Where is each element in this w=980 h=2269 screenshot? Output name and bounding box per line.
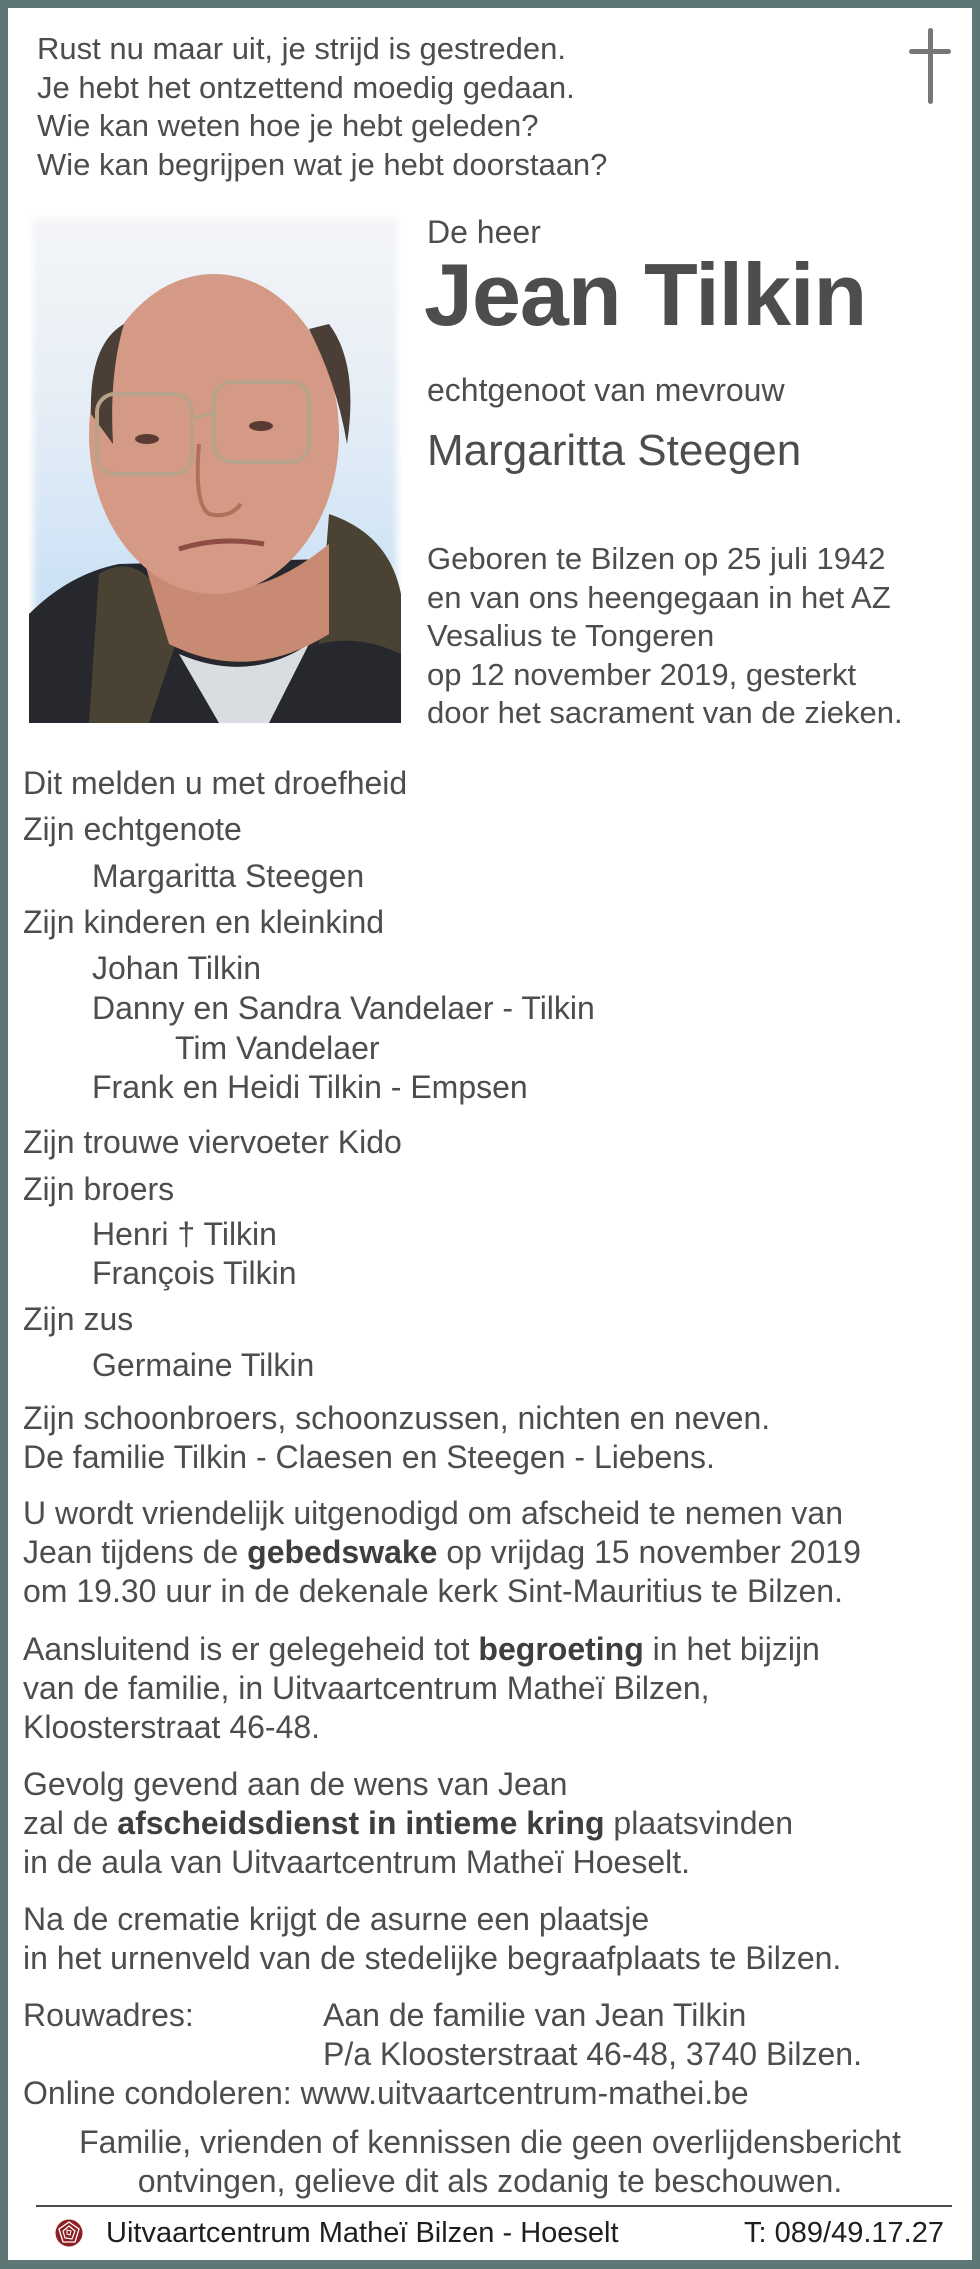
poem-line: Rust nu maar uit, je strijd is gestreden.: [37, 31, 566, 66]
poem-line: Wie kan begrijpen wat je hebt doorstaan?: [37, 146, 608, 182]
footer-divider: [36, 2205, 952, 2207]
portrait-photo: [29, 214, 401, 723]
funeral-home-phone: T: 089/49.17.27: [744, 2217, 944, 2249]
address-line: P/a Kloosterstraat 46-48, 3740 Bilzen.: [323, 2036, 862, 2072]
address-label: Rouwadres:: [23, 1997, 194, 2033]
service-line: in de aula van Uitvaartcentrum Matheï Hoeselt.: [23, 1844, 690, 1880]
cremation-line: Na de crematie krijgt de asurne een plaatsje: [23, 1901, 650, 1937]
notice-line: Familie, vrienden of kennissen die geen overlijdensbericht: [79, 2124, 901, 2160]
greeting-highlight: begroeting: [478, 1631, 644, 1667]
address-line: Aan de familie van Jean Tilkin: [323, 1997, 747, 2033]
deceased-name: Jean Tilkin: [424, 245, 867, 344]
text: zal de: [23, 1805, 118, 1841]
bio-line: door het sacrament van de zieken.: [427, 695, 903, 730]
online-condolence: [23, 2074, 749, 2113]
service-line: Gevolg gevend aan de wens van Jean: [23, 1766, 568, 1802]
family-member: François Tilkin: [92, 1255, 297, 1291]
text: Aansluitend is er gelegeheid tot: [23, 1631, 479, 1667]
family-member: Germaine Tilkin: [92, 1347, 315, 1383]
rose-logo-icon: [55, 2219, 83, 2247]
spouse-name: Margaritta Steegen: [427, 426, 802, 475]
spouse-intro: echtgenoot van mevrouw: [427, 372, 785, 408]
greeting-line: Kloosterstraat 46-48.: [23, 1709, 321, 1745]
family-member-grandchild: Tim Vandelaer: [175, 1030, 380, 1066]
online-url-link[interactable]: www.uitvaartcentrum-mathei.be: [300, 2075, 749, 2111]
family-intro: Dit melden u met droefheid: [23, 765, 408, 801]
service-highlight: afscheidsdienst in intieme kring: [117, 1805, 605, 1841]
family-member: Henri † Tilkin: [92, 1216, 277, 1252]
family-member: Johan Tilkin: [92, 950, 261, 986]
biography: [427, 540, 903, 733]
family-group-label: Zijn trouwe viervoeter Kido: [23, 1124, 402, 1160]
family-member: Frank en Heidi Tilkin - Empsen: [92, 1069, 528, 1105]
wake-line: om 19.30 uur in de dekenale kerk Sint-Mauritius te Bilzen.: [23, 1573, 843, 1609]
text: Jean tijdens de: [23, 1534, 248, 1570]
online-label: Online condoleren:: [23, 2075, 292, 2111]
bio-line: Vesalius te Tongeren: [427, 618, 715, 653]
salutation: De heer: [427, 214, 541, 250]
obituary-card: [8, 8, 972, 2260]
greeting-line: van de familie, in Uitvaartcentrum Matheï Bilzen,: [23, 1670, 710, 1706]
service-line: [23, 1804, 793, 1843]
wake-line: U wordt vriendelijk uitgenodigd om afscheid te nemen van: [23, 1495, 844, 1531]
text: in het bijzijn: [643, 1631, 820, 1667]
bio-line: op 12 november 2019, gesterkt: [427, 656, 857, 692]
family-group-label: Zijn broers: [23, 1171, 175, 1207]
extended-family-line: De familie Tilkin - Claesen en Steegen - Liebens.: [23, 1439, 715, 1475]
funeral-home-name: Uitvaartcentrum Matheï Bilzen - Hoeselt: [106, 2217, 619, 2249]
text: plaatsvinden: [604, 1805, 794, 1841]
family-group-label: Zijn kinderen en kleinkind: [23, 904, 385, 940]
portrait-image: [29, 214, 401, 723]
family-group-label: Zijn echtgenote: [23, 811, 242, 847]
family-member: Margaritta Steegen: [92, 858, 365, 894]
wake-line: [23, 1533, 861, 1572]
cross-icon: [909, 18, 953, 106]
footer: [36, 2213, 952, 2257]
family-group-label: Zijn zus: [23, 1301, 134, 1337]
poem: [37, 30, 607, 184]
bio-line: Geboren te Bilzen op 25 juli 1942: [427, 541, 886, 576]
greeting-line: [23, 1630, 820, 1669]
bio-line: en van ons heengegaan in het AZ: [427, 579, 891, 615]
cremation-line: in het urnenveld van de stedelijke begraafplaats te Bilzen.: [23, 1940, 842, 1976]
text: op vrijdag 15 november 2019: [437, 1534, 861, 1570]
notice-line: ontvingen, gelieve dit als zodanig te beschouwen.: [137, 2163, 843, 2199]
poem-line: Je hebt het ontzettend moedig gedaan.: [37, 69, 575, 105]
family-member: Danny en Sandra Vandelaer - Tilkin: [92, 990, 595, 1026]
poem-line: Wie kan weten hoe je hebt geleden?: [37, 108, 539, 143]
wake-highlight: gebedswake: [247, 1534, 438, 1570]
extended-family-line: Zijn schoonbroers, schoonzussen, nichten en neven.: [23, 1400, 771, 1436]
